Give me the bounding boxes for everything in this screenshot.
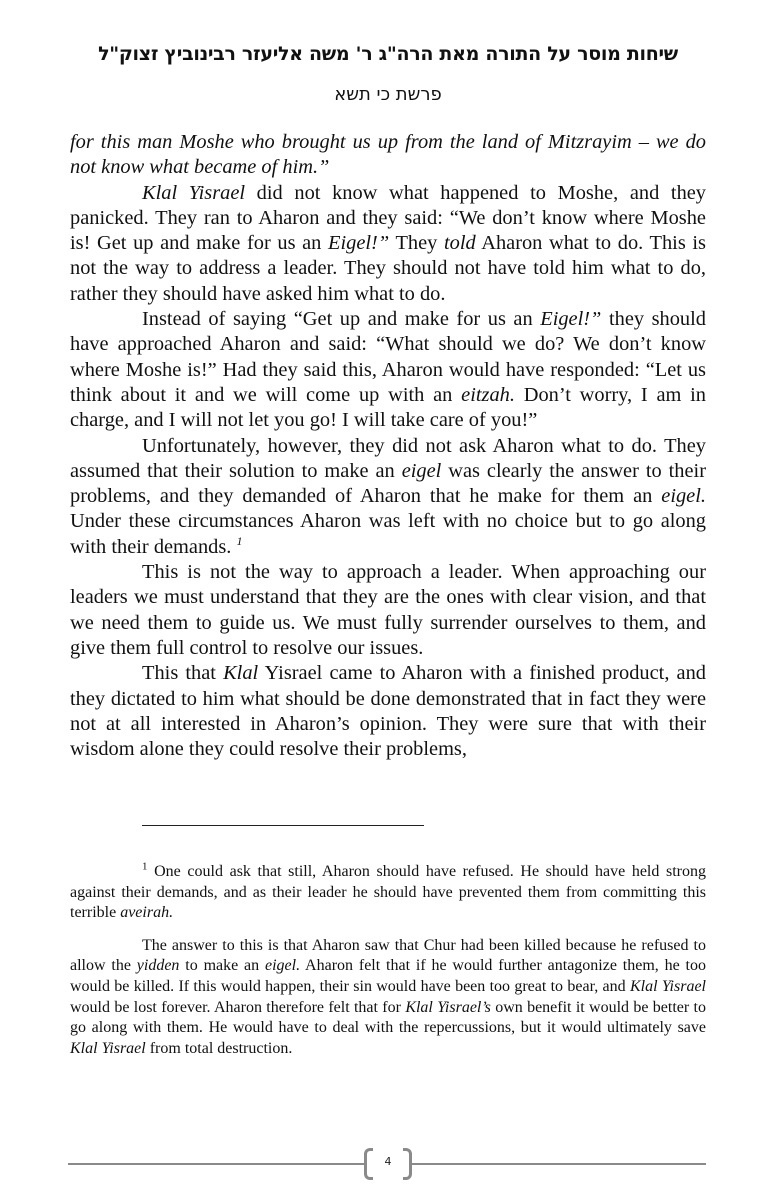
page-footer xyxy=(68,1146,706,1186)
running-header-title: שיחות מוסר על התורה מאת הרה"ג ר' משה אליעזר רבינוביץ זצוק"ל xyxy=(98,43,678,65)
footnotes-section xyxy=(70,862,706,1059)
paragraph: Unfortunately, however, they did not ask Aharon what to do. They assumed that their solution to make an eigel was clearly the answer to their problems, and they demanded of Aharon that he make for them an eigel. Under these circumstances Aharon was left with no choice but to go along with their demands. $^1$ xyxy=(70,434,706,558)
footnote-reference[interactable]: 1 xyxy=(236,533,243,548)
paragraph: This that Klal Yisrael came to Aharon with a finished product, and they dictated to him what should be done demonstrated that in fact they were not at all interested in Aharon’s opinion. They were sure that with their wisdom alone they could resolve their problems, xyxy=(70,662,706,761)
footer-rule-left xyxy=(68,1163,364,1165)
right-bracket-icon xyxy=(403,1148,412,1180)
paragraph: This is not the way to approach a leader. When approaching our leaders we must understand that they are the ones with clear vision, and that we need them to guide us. We must fully surrender ourselves to them, and give them full control to resolve our issues. xyxy=(70,561,706,659)
footnote-continuation: The answer to this is that Aharon saw that Chur had been killed because he refused to allow the yidden to make an eigel. Aharon felt that if he would further antagonize them, he too would be killed. If this would happen, their sin would have been too great to bear, and Klal Yisrael would be lost forever. Aharon therefore felt that for Klal Yisrael’s own benefit it would be better to go along with them. He would have to deal with the repercussions, but it would ultimately save Klal Yisrael from total destruction. xyxy=(70,936,707,1057)
footnote: $^1$ One could ask that still, Aharon should have refused. He should have held strong against their demands, and as their leader he should have prevented them from committing this terrible aveirah. xyxy=(70,860,706,922)
running-header-parsha: פרשת כי תשא xyxy=(334,84,442,105)
page-number: 4 xyxy=(384,1155,392,1168)
main-body-text xyxy=(70,130,706,762)
paragraph: Klal Yisrael did not know what happened to Moshe, and they panicked. They ran to Aharon and they said: “We don’t know where Moshe is! Get up and make for us an Eigel!” They told Aharon what to do. This is not the way to address a leader. They should not have told him what to do, rather they should have asked him what to do. xyxy=(70,181,707,305)
footnote-number: 1 xyxy=(142,860,148,873)
paragraph: Instead of saying “Get up and make for us an Eigel!” they should have approached Aharon and said: “What should we do? We don’t know where Moshe is!” Had they said this, Aharon would have responded: “Let us think about it and we will come up with an eitzah. Don’t worry, I am in charge, and I will not let you go! I will take care of you!” xyxy=(70,308,706,432)
footer-rule-right xyxy=(412,1163,706,1165)
paragraph-quote-continuation: for this man Moshe who brought us up from the land of Mitzrayim – we do not know what became of him.” xyxy=(70,131,706,179)
left-bracket-icon xyxy=(364,1148,373,1180)
footnote-separator xyxy=(142,825,424,826)
